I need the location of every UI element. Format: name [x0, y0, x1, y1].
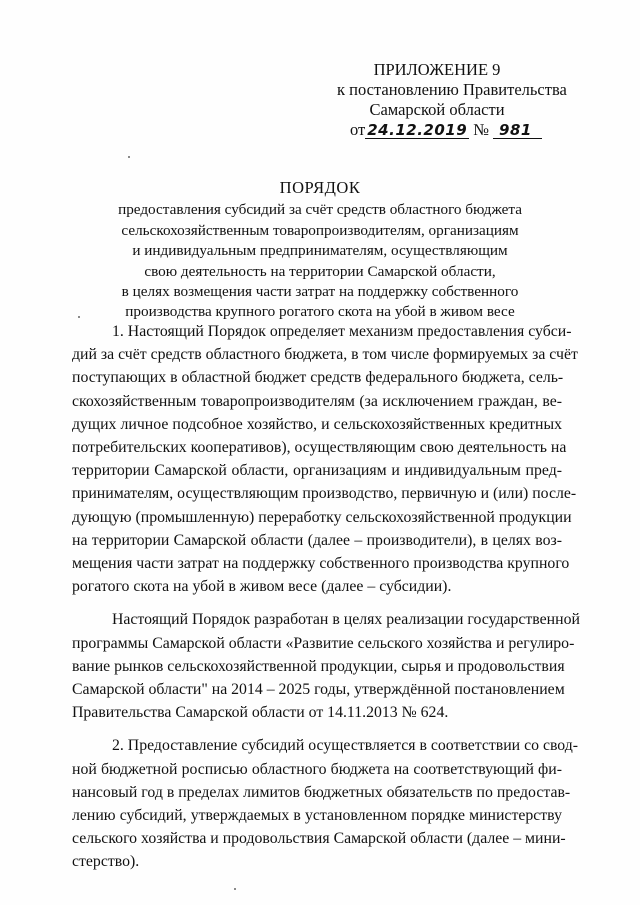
text-line: территории Самарской области, организациям и индивидуальным пред- — [72, 462, 562, 480]
title-line: в целях возмещения части затрат на поддержку собственного — [121, 283, 519, 301]
text-line: лению субсидий, утверждаемых в установленном порядке министерству — [72, 807, 562, 825]
handwritten-number: 981 — [493, 122, 542, 139]
annex-line-resolution: к постановлению Правительства — [337, 80, 567, 99]
text-line: Настоящий Порядок разработан в целях реализации государственной — [112, 611, 580, 629]
document-body — [72, 320, 580, 884]
annex-header — [337, 60, 567, 140]
title-line: предоставления субсидий за счёт средств областного бюджета — [118, 201, 522, 219]
text-line: дущих личное подсобное хозяйство, и сельскохозяйственных кредитных — [72, 415, 562, 433]
text-line: Самарской области" на 2014 – 2025 годы, утверждённой постановлением — [72, 681, 565, 699]
document-title — [100, 178, 540, 323]
text-line: 1. Настоящий Порядок определяет механизм предоставления субси- — [112, 323, 572, 340]
text-line: поступающих в областной бюджет средств федерального бюджета, сель- — [72, 369, 564, 387]
text-line: дий за счёт средств областного бюджета, в том числе формируемых за счёт — [72, 346, 578, 364]
annex-line-region: Самарской области — [369, 100, 505, 119]
annex-date-line — [337, 120, 537, 140]
number-prefix: № — [473, 120, 490, 139]
title-line: и индивидуальным предпринимателям, осуществляющим — [132, 242, 508, 260]
paragraph-3 — [72, 734, 579, 873]
text-line: дующую (промышленную) переработку сельскохозяйственной продукции — [72, 508, 572, 526]
text-line: сельского хозяйства и продовольствия Самарской области (далее – мини- — [72, 830, 566, 848]
text-line: Правительства Самарской области от 14.11.2013 № 624. — [72, 704, 449, 722]
paragraph-1 — [72, 320, 578, 598]
text-line: ной бюджетной росписью областного бюджета на соответствующий фи- — [72, 760, 562, 778]
title-line: производства крупного рогатого скота на убой в живом весе — [125, 303, 515, 321]
title-line: свою деятельность на территории Самарской области, — [144, 262, 496, 280]
text-line: стерство). — [72, 853, 140, 871]
text-line: программы Самарской области «Развитие сельского хозяйства и регулиро- — [72, 634, 575, 652]
text-line: рогатого скота на убой в живом весе (далее – субсидии). — [72, 578, 452, 596]
handwritten-date: 24.12.2019 — [367, 121, 468, 139]
scan-speck — [128, 156, 130, 158]
annex-title: ПРИЛОЖЕНИЕ 9 — [373, 60, 501, 79]
paragraph-2 — [72, 608, 580, 724]
title-heading: ПОРЯДОК — [279, 178, 361, 197]
scan-speck — [78, 316, 80, 318]
scan-speck — [234, 888, 236, 890]
text-line: принимателям, осуществляющим производство, первичную и (или) после- — [72, 485, 577, 503]
text-line: вание рынков сельскохозяйственной продукции, сырья и продовольствия — [72, 657, 565, 675]
date-prefix: от — [350, 120, 366, 139]
text-line: скохозяйственным товаропроизводителям (за исключением граждан, ве- — [72, 392, 562, 410]
text-line: потребительских кооперативов), осуществляющим свою деятельность на — [72, 439, 567, 457]
text-line: на территории Самарской области (далее – производители), в целях воз- — [72, 531, 562, 549]
text-line: мещения части затрат на поддержку собственного производства крупного — [72, 555, 570, 573]
title-line: сельскохозяйственным товаропроизводителям, организациям — [121, 221, 519, 239]
text-line: 2. Предоставление субсидий осуществляется в соответствии со свод- — [112, 737, 579, 755]
text-line: нансовый год в пределах лимитов бюджетных обязательств по предостав- — [72, 783, 571, 801]
